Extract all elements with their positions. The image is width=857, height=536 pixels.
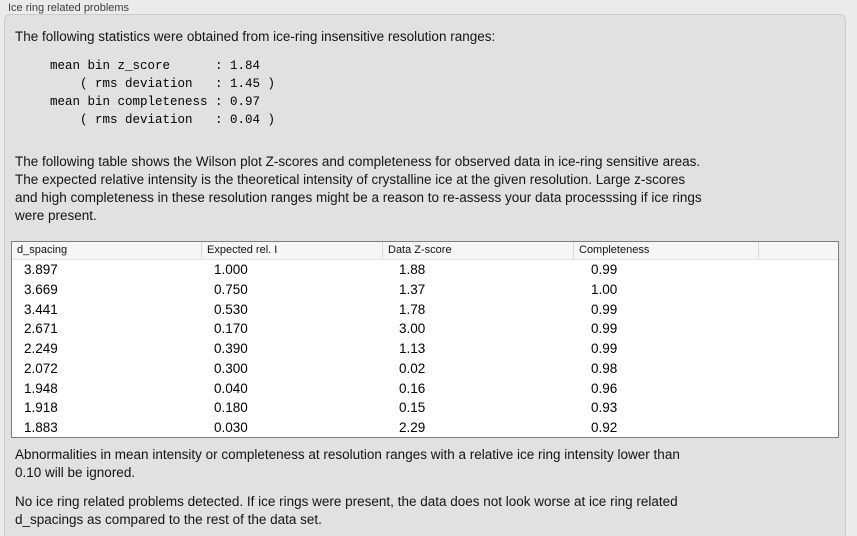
note-text [15, 446, 680, 482]
conclusion-line: d_spacings as compared to the rest of the data set. [15, 512, 322, 527]
ice-ring-table [11, 241, 839, 438]
cell-data-z-score: 1.37 [399, 281, 426, 297]
cell-completeness: 1.00 [591, 281, 618, 297]
table-row[interactable] [12, 359, 838, 379]
ice-ring-groupbox [4, 14, 846, 536]
cell-expected-rel-i: 0.300 [214, 360, 248, 376]
cell-empty [758, 398, 838, 418]
cell-data-z-score: 1.88 [399, 262, 426, 277]
stat-line: ( rms deviation : 1.45 ) [50, 77, 276, 91]
cell-empty [758, 379, 838, 399]
cell-completeness: 0.99 [591, 321, 618, 337]
stat-line: ( rms deviation : 0.04 ) [50, 113, 276, 127]
conclusion-text [15, 493, 678, 529]
column-header-completeness[interactable]: Completeness [573, 242, 758, 259]
note-line: Abnormalities in mean intensity or completeness at resolution ranges with a relative ice ring intensity lower than [15, 447, 680, 462]
panel-title: Ice ring related problems [8, 2, 130, 14]
cell-data-z-score: 0.15 [399, 400, 426, 416]
cell-expected-rel-i: 0.750 [214, 281, 248, 297]
cell-expected-rel-i: 1.000 [214, 262, 248, 277]
cell-expected-rel-i: 0.040 [214, 380, 248, 396]
cell-data-z-score: 0.02 [399, 360, 426, 376]
table-row[interactable] [12, 300, 838, 320]
cell-expected-rel-i: 0.530 [214, 301, 248, 317]
description-line: The expected relative intensity is the theoretical intensity of crystalline ice at the given resolution. Large z-scores [15, 172, 686, 187]
description-line: and high completeness in these resolution ranges might be a reason to re-assess your data processsing if ice rings [15, 190, 702, 205]
table-row[interactable] [12, 339, 838, 359]
cell-expected-rel-i: 0.390 [214, 341, 248, 357]
cell-data-z-score: 3.00 [399, 321, 426, 337]
table-row[interactable] [12, 319, 838, 339]
column-header-d-spacing[interactable]: d_spacing [17, 244, 68, 256]
cell-d-spacing: 3.669 [24, 281, 58, 297]
cell-empty [758, 339, 838, 359]
stats-block [50, 57, 275, 129]
cell-d-spacing: 3.897 [24, 262, 58, 277]
cell-data-z-score: 1.13 [399, 341, 426, 357]
table-row[interactable] [12, 260, 838, 280]
cell-expected-rel-i: 0.170 [214, 321, 248, 337]
cell-d-spacing: 1.883 [24, 420, 58, 436]
cell-d-spacing: 3.441 [24, 301, 58, 317]
cell-data-z-score: 2.29 [399, 420, 426, 436]
cell-d-spacing: 2.249 [24, 341, 58, 357]
cell-completeness: 0.99 [591, 341, 618, 357]
table-header [12, 242, 838, 260]
cell-empty [758, 260, 838, 280]
column-header-empty[interactable] [758, 242, 838, 259]
cell-empty [758, 319, 838, 339]
cell-completeness: 0.93 [591, 400, 618, 416]
cell-d-spacing: 2.671 [24, 321, 58, 337]
cell-completeness: 0.98 [591, 360, 618, 376]
cell-empty [758, 418, 838, 438]
description-line: The following table shows the Wilson plot Z-scores and completeness for observed data in ice-ring sensitive areas. [15, 154, 701, 169]
cell-data-z-score: 1.78 [399, 301, 426, 317]
stat-line: mean bin z_score : 1.84 [50, 59, 261, 73]
cell-empty [758, 280, 838, 300]
cell-d-spacing: 2.072 [24, 360, 58, 376]
conclusion-line: No ice ring related problems detected. If ice rings were present, the data does not look worse at ice ring related [15, 494, 678, 509]
column-header-expected-rel-i[interactable]: Expected rel. I [201, 242, 382, 259]
cell-empty [758, 359, 838, 379]
description-text [15, 153, 702, 225]
table-row[interactable] [12, 418, 838, 438]
cell-completeness: 0.99 [591, 301, 618, 317]
cell-completeness: 0.99 [591, 262, 618, 277]
cell-completeness: 0.96 [591, 380, 618, 396]
column-header-data-z-score[interactable]: Data Z-score [382, 242, 573, 259]
table-row[interactable] [12, 398, 838, 418]
cell-data-z-score: 0.16 [399, 380, 426, 396]
cell-completeness: 0.92 [591, 420, 618, 436]
intro-text: The following statistics were obtained from ice-ring insensitive resolution ranges: [15, 29, 496, 44]
description-line: were present. [15, 208, 97, 223]
cell-d-spacing: 1.918 [24, 400, 58, 416]
table-body [12, 260, 838, 438]
stat-line: mean bin completeness : 0.97 [50, 95, 261, 109]
note-line: 0.10 will be ignored. [15, 465, 136, 480]
cell-expected-rel-i: 0.030 [214, 420, 248, 436]
table-row[interactable] [12, 280, 838, 300]
cell-empty [758, 300, 838, 320]
cell-expected-rel-i: 0.180 [214, 400, 248, 416]
table-row[interactable] [12, 379, 838, 399]
cell-d-spacing: 1.948 [24, 380, 58, 396]
